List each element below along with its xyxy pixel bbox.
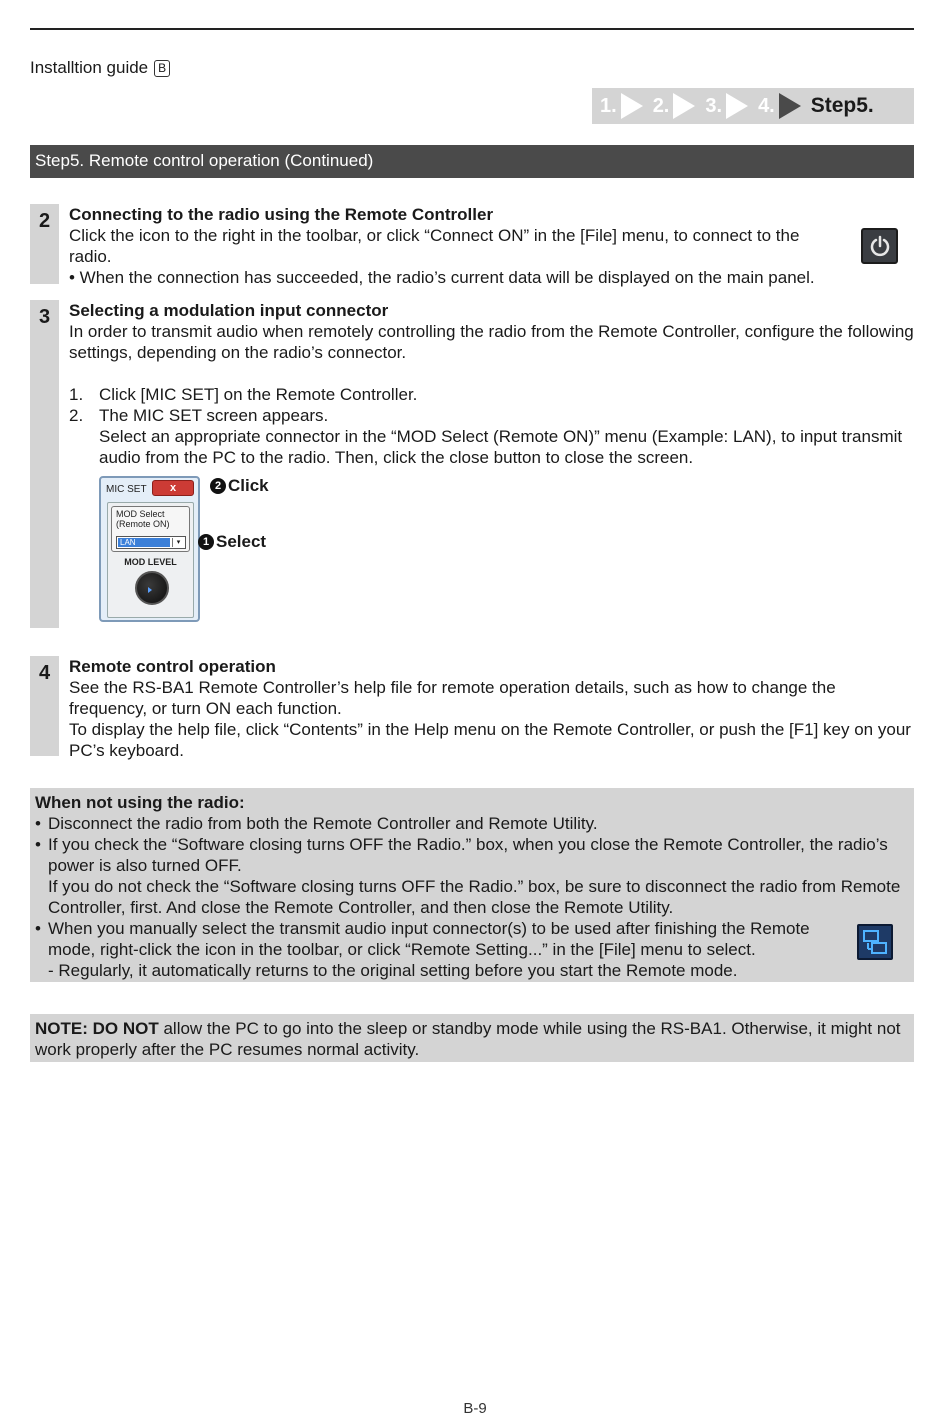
item-text: Click the icon to the right in the toolbar, or click “Connect ON” in the [File] menu, to connect to the radio. <box>69 226 800 266</box>
item-number: 4 <box>30 656 59 756</box>
step-progress <box>592 88 914 124</box>
item-2 <box>30 204 914 288</box>
item-title: Selecting a modulation input connector <box>69 301 389 320</box>
item-title: Remote control operation <box>69 657 276 676</box>
item-4 <box>30 656 914 766</box>
not-using-box <box>30 788 914 982</box>
list-item <box>35 918 909 960</box>
guide-label <box>30 58 170 78</box>
list-text-cont: - Regularly, it automatically returns to the original setting before you start the Remote mode. <box>48 961 738 980</box>
note-box <box>30 1014 914 1062</box>
note-text: allow the PC to go into the sleep or standby mode while using the RS-BA1. Otherwise, it might not work properly after the PC resumes normal activity. <box>35 1019 901 1059</box>
step-3: 3. <box>705 94 723 117</box>
list-item <box>69 384 914 405</box>
list-item-detail <box>69 426 914 468</box>
item-text: See the RS-BA1 Remote Controller’s help file for remote operation details, such as how to change the frequency, or turn ON each function. <box>69 678 836 718</box>
list-item <box>35 813 909 834</box>
list-text: If you check the “Software closing turns OFF the Radio.” box, when you close the Remote Controller, the radio’s power is also turned OFF. <box>48 835 888 875</box>
item-text: To display the help file, click “Contents” in the Help menu on the Remote Controller, or push the [F1] key on your PC’s keyboard. <box>69 720 911 760</box>
bullet: • <box>35 919 41 938</box>
mod-select-label-line1: MOD Select <box>116 509 165 519</box>
list-number: 2. <box>69 406 84 425</box>
mod-select-label <box>116 509 170 529</box>
callout-text: Select <box>216 532 267 551</box>
list-text: When you manually select the transmit audio input connector(s) to be used after finishing the Remote mode, right-click the icon in the toolbar, or click “Remote Setting...” in the [File] menu to select. <box>48 919 810 959</box>
item-body <box>69 300 914 468</box>
not-using-title: When not using the radio: <box>35 793 245 812</box>
bullet: • <box>35 835 41 854</box>
step-current: Step5. <box>810 94 874 117</box>
item-note: • When the connection has succeeded, the radio’s current data will be displayed on the main panel. <box>69 268 815 287</box>
item-title: Connecting to the radio using the Remote Controller <box>69 205 494 224</box>
list-text: Select an appropriate connector in the “MOD Select (Remote ON)” menu (Example: LAN), to input transmit audio from the PC to the radio. Then, click the close button to close the screen. <box>99 427 903 467</box>
note-prefix: NOTE: <box>35 1019 88 1038</box>
item-number: 3 <box>30 300 59 628</box>
list-text: Click [MIC SET] on the Remote Controller. <box>99 385 418 404</box>
power-icon[interactable] <box>861 228 898 264</box>
callout-badge: 2 <box>210 478 226 494</box>
item-number: 2 <box>30 204 59 284</box>
chevron-right-icon <box>673 93 695 119</box>
guide-label-text: Installtion guide <box>30 58 149 77</box>
callout-badge: 1 <box>198 534 214 550</box>
chevron-down-icon[interactable]: ▾ <box>172 538 184 547</box>
list-text: Disconnect the radio from both the Remote Controller and Remote Utility. <box>48 814 598 833</box>
guide-section-box: B <box>154 60 170 77</box>
mod-level-label: MOD LEVEL <box>124 557 177 567</box>
mod-select-dropdown[interactable] <box>116 536 186 549</box>
bullet: • <box>35 814 41 833</box>
item-body <box>69 656 914 761</box>
list-number: 1. <box>69 385 84 404</box>
callout-click <box>210 476 269 496</box>
remote-icon[interactable] <box>857 924 893 960</box>
mod-select-label-line2: (Remote ON) <box>116 519 170 529</box>
mod-select-value: LAN <box>118 538 170 547</box>
section-title: Step5. Remote control operation (Continued) <box>30 145 914 178</box>
list-item <box>35 834 909 876</box>
callout-select <box>198 532 266 552</box>
item-text: In order to transmit audio when remotely controlling the radio from the Remote Controller, configure the following settings, depending on the radio’s connector. <box>69 322 914 362</box>
item-body <box>69 204 844 267</box>
step-2: 2. <box>652 94 670 117</box>
chevron-right-icon <box>726 93 748 119</box>
top-rule <box>30 28 914 30</box>
callout-text: Click <box>228 476 269 495</box>
micset-window <box>99 476 200 622</box>
step-1: 1. <box>600 94 617 117</box>
mod-level-knob[interactable] <box>135 571 169 605</box>
list-text-cont: If you do not check the “Software closing turns OFF the Radio.” box, be sure to disconnect the radio from Remote Controller, first. And close the Remote Controller, and then close the Remote Utility. <box>48 877 901 917</box>
list-text: The MIC SET screen appears. <box>99 406 329 425</box>
note-emphasis: DO NOT <box>92 1019 159 1038</box>
micset-title: MIC SET <box>106 484 147 495</box>
micset-panel <box>107 502 194 618</box>
close-button[interactable]: x <box>152 480 194 496</box>
chevron-right-icon <box>621 93 643 119</box>
mod-select-group <box>111 506 190 552</box>
list-item <box>69 405 914 426</box>
chevron-right-icon <box>779 93 801 119</box>
page-number: B-9 <box>463 1400 487 1415</box>
step-4: 4. <box>758 94 775 117</box>
